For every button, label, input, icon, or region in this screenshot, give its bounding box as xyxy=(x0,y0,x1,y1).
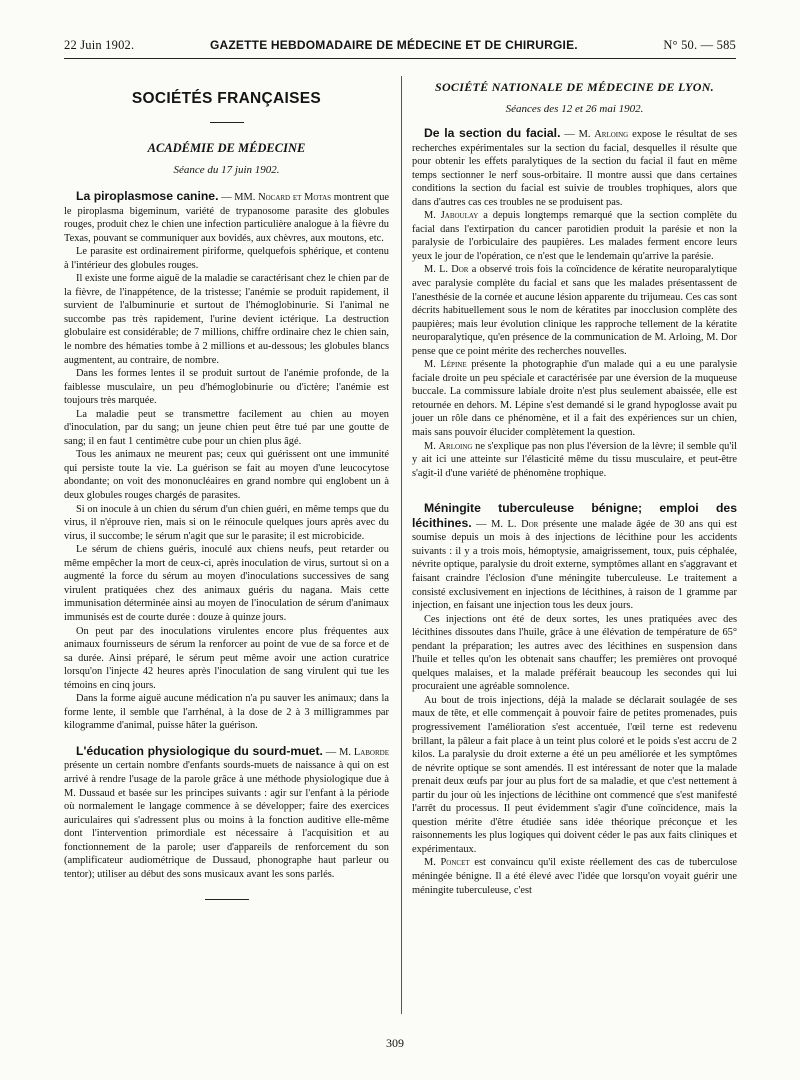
article-paragraph: M. Lépine présente la photographie d'un malade qui a eu une paralysie faciale droite un peu spéciale et caractérisée par une éversion de la muqueuse buccale. La commissure labiale droite n'est plus seulement abaissée, elle est retournée en dehors. M. Lépine s'est demandé si le grand hypoglosse avait pu jouer un rôle dans ce phénomène, et il a fait des expériences sur un chien, mais sans pouvoir élucider complètement la question. xyxy=(412,359,738,439)
article-piroplasmose xyxy=(64,190,389,733)
running-header xyxy=(64,38,736,56)
article-paragraph: M. Poncet est convaincu qu'il existe réellement des cas de tuberculose méningée bénigne. Il a été élevé avec l'idée que lorsqu'on voyait guérir une méningite tuberculeuse, c'est xyxy=(412,857,738,896)
article-section-facial xyxy=(412,127,737,480)
article-paragraph: Si on inocule à un chien du sérum d'un chien guéri, en même temps que du virus, il n'éprouve rien, mais si on le réinocule quelques jours après avec du virus, il succombe; le sérum n'agit que sur le parasite; il est microbicide. xyxy=(64,503,389,542)
article-paragraph: Méningite tuberculeuse bénigne; emploi des lécithines. — M. L. Dor présente une malade âgée de 30 ans qui est soumise depuis un mois à des injections de lécithine pour les accidents suivants : il y a trois mois, hémoptysie, amaigrissement, toux, puis céphalée, névrite optique, paralysie du droit externe, symptômes allant en s'aggravant et faisant craindre l'éclosion d'une méningite tuberculeuse. Le traitement a consisté exclusivement en injections de lécithines, à raison de 1 gramme par injection, en faisant une injection tous les deux jours. xyxy=(412,501,737,612)
article-paragraph: M. Arloing ne s'explique pas non plus l'éversion de la lèvre; il semble qu'il y ait ici une atteinte sur l'élasticité même du tissu musculaire, et peut-être s'agit-il d'une variété de phénomène trophique. xyxy=(412,440,737,479)
article-paragraph: Dans les formes lentes il se produit surtout de l'anémie profonde, de la faiblesse musculaire, un peu d'hémoglobinurie ou d'ictère; l'anémie est toujours très marquée. xyxy=(64,368,389,407)
article-paragraph: Au bout de trois injections, déjà la malade se déclarait soulagée de ses maux de tête, et elle commençait à pouvoir faire de petites promenades, puis progressivement l'amélioration s'est accentuée, l'œil terne est redevenu brillant, la pâleur a fait place à un teint plus coloré et le poids s'est accru de 2 kilos. La paralysie du droit externe a été un peu améliorée et les symptômes de névrite optique se sont amendés. Il est intéressant de noter que la malade prenait deux œufs par jour au plus fort de sa maladie, et que c'est nettement à partir du jour où les injections de lécithine ont commencé que s'est manifesté l'arrêt du processus. Il peut évidemment s'agir d'une coïncidence, mais la question mérite d'être étudiée sans idée théorique préconçue et les raisonnements les plus logiques qui doivent céder le pas aux faits cliniques et expérimentaux. xyxy=(412,694,737,855)
article-paragraph: On peut par des inoculations virulentes encore plus fréquentes aux animaux fournisseurs de sérum la renforcer au point de vue de sa force et de sa durée. Ainsi préparé, le sérum peut même avoir une action curatrice lorsqu'on l'injecte 42 heures après l'inoculation de sang virulent qui tue les témoins en cinq jours. xyxy=(64,625,389,691)
author-name: Jaboulay xyxy=(440,210,479,222)
issue-page-number: N° 50. — 585 xyxy=(663,38,736,52)
article-paragraph: La maladie peut se transmettre facilement au chien au moyen d'inoculation, par du sang; un jeune chien peut être tué par une goutte de sang; il en faut 1 centimètre cube pour un chien plus âgé. xyxy=(64,408,389,447)
author-name: Poncet xyxy=(440,857,470,869)
right-column xyxy=(412,74,737,897)
article-paragraph: De la section du facial. — M. Arloing expose le résultat de ses recherches expérimentales sur la section du facial, desquelles il résulte que pour obtenir les effets paralytiques de la section du facial il faut en même temps sectionner le nerf sous-orbitaire. Il montre aussi que dans certaines conditions la section du facial est suivie de troubles trophiques, alors que dans d'autres cas ces troubles ne se produisent pas. xyxy=(412,126,738,208)
section-rule xyxy=(210,122,244,123)
header-rule xyxy=(64,58,736,59)
author-name: Arloing xyxy=(438,440,473,452)
seance-dates: Séances des 12 et 26 mai 1902. xyxy=(505,103,644,115)
academy-heading: ACADÉMIE DE MÉDECINE xyxy=(147,141,306,155)
end-rule xyxy=(205,899,249,900)
article-paragraph: Le sérum de chiens guéris, inoculé aux chiens neufs, peut retarder ou même empêcher la mort de ceux-ci, après inoculation de virus, surtout si on a augmenté la force du sérum au moyen d'inoculations successives de sang virulent pratiquées chez des animaux guéris du nagana. Mais cette immunisation déterminée ainsi au moyen de l'inoculation de sérum d'animaux immunisés est de courte durée : douze à quinze jours. xyxy=(64,544,389,623)
folio-number: 309 xyxy=(386,1036,404,1050)
article-title: Méningite tuberculeuse bénigne; emploi des lécithines. xyxy=(412,501,737,530)
article-paragraph: La piroplasmose canine. — MM. Nocard et Motas montrent que le piroplasma bigeminum, variété de trypanosome parasite des globules rouges, produit chez le chien une infection particulière analogue à la fièvre du Texas, pouvant se communiquer aux bovidés, aux chèvres, aux moutons, etc. xyxy=(64,189,390,244)
author-name: Dor xyxy=(521,518,539,530)
article-meningite xyxy=(412,502,737,897)
author-name: Laborde xyxy=(353,746,389,758)
society-heading: SOCIÉTÉ NATIONALE DE MÉDECINE DE LYON. xyxy=(434,80,714,94)
section-title: SOCIÉTÉS FRANÇAISES xyxy=(131,90,322,107)
author-name: Nocard et Motas xyxy=(258,192,332,203)
article-sourd-muet xyxy=(64,745,389,881)
article-title: L'éducation physiologique du sourd-muet. xyxy=(76,743,323,758)
article-paragraph: M. L. Dor a observé trois fois la coïncidence de kératite neuroparalytique avec paralysie complète du facial et sans que les malades présentassent de l'anesthésie de la cornée et aucune lésion apparente du trijumeau. Ces cas sont décrits habituellement sous le nom de kératites par inocclusion complète des paupières; mais leur évolution clinique les rapproche tellement de la kératite neuroparalytique, qu'en présence de la communication de M. Arloing, M. Dor pense que ce point mérite des recherches nouvelles. xyxy=(412,264,737,357)
article-title: De la section du facial. xyxy=(424,126,561,140)
author-name: Dor xyxy=(451,264,469,276)
article-title: La piroplasmose canine. xyxy=(76,189,219,203)
article-paragraph: Dans la forme aiguë aucune médication n'a pu sauver les animaux; dans la forme lente, il semble que l'arrhénal, à la dose de 2 à 3 milligrammes par kilogramme d'animal, puisse hâter la guérison. xyxy=(64,693,389,732)
header-date: 22 Juin 1902. xyxy=(64,38,135,52)
seance-date: Séance du 17 juin 1902. xyxy=(173,164,280,176)
article-paragraph: Il existe une forme aiguë de la maladie se caractérisant chez le chien par de la fièvre, de l'inappétence, de la tristesse; l'anémie se produit rapidement, il survient de l'albuminurie et surtout de l'hémoglobinurie. Si l'animal ne succombe pas très rapidement, l'urine devient ictérique. La destruction globulaire est considérable; de 7 millions, chiffre ordinaire chez le chien sain, le nombre des hématies tombe à 2 millions et au-dessous; les globules blancs augmentent, au contraire, de nombre. xyxy=(64,273,389,366)
journal-title: GAZETTE HEBDOMADAIRE DE MÉDECINE ET DE CHIRURGIE. xyxy=(210,38,578,52)
column-divider xyxy=(401,76,402,1014)
article-paragraph: L'éducation physiologique du sourd-muet. — M. Laborde présente un certain nombre d'enfants sourds-muets de naissance à qui on est arrivé à rendre l'usage de la parole grâce à une méthode physiologique due à M. Dussaud et basée sur les principes suivants : agir sur l'enfant à la période où normalement le langage commence à se développer; faire des exercices auriculaires qui s'adressent plus ou moins à la fonction auditive elle-même dont l'intervention primordiale est nécessaire à l'acquisition et au fonctionnement de la parole; user d'appareils de renforcement du son (amplificateur audiométrique de Dussaud, phonographe haut parleur ou tentor); utiliser au début des sons musicaux avant les sons parlés. xyxy=(64,743,389,880)
article-paragraph: Le parasite est ordinairement piriforme, quelquefois sphérique, et contenu à l'intérieur des globules rouges. xyxy=(64,246,389,271)
article-paragraph: M. Jaboulay a depuis longtemps remarqué que la section complète du facial dans l'extirpation du cancer parotidien produit la parésie et non la paralysie de l'orbiculaire des paupières. Les malades ferment encore leurs yeux le jour de l'opération, ce n'est que le lendemain qu'arrive la parésie. xyxy=(412,210,738,262)
article-paragraph: Ces injections ont été de deux sortes, les unes pratiquées avec des lécithines dissoutes dans l'huile, grâce à une élévation de température de 65° pendant la préparation; les autres avec des lécithines en suspension dans l'huile et telles qu'on les obtenait sans chauffer; les premières ont provoqué quelques malaises, et la malade préférait beaucoup les secondes qui lui procuraient une agréable somnolence. xyxy=(412,613,737,693)
article-paragraph: Tous les animaux ne meurent pas; ceux qui guérissent ont une immunité qui persiste toute la vie. La guérison se fait au moyen d'une leucocytose abondante; on voit des mononucléaires en grand nombre qui englobent un à deux globules rouges chargés de parasites. xyxy=(64,449,389,502)
author-name: Lépine xyxy=(440,359,467,371)
left-column xyxy=(64,74,389,900)
author-name: Arloing xyxy=(594,129,629,140)
